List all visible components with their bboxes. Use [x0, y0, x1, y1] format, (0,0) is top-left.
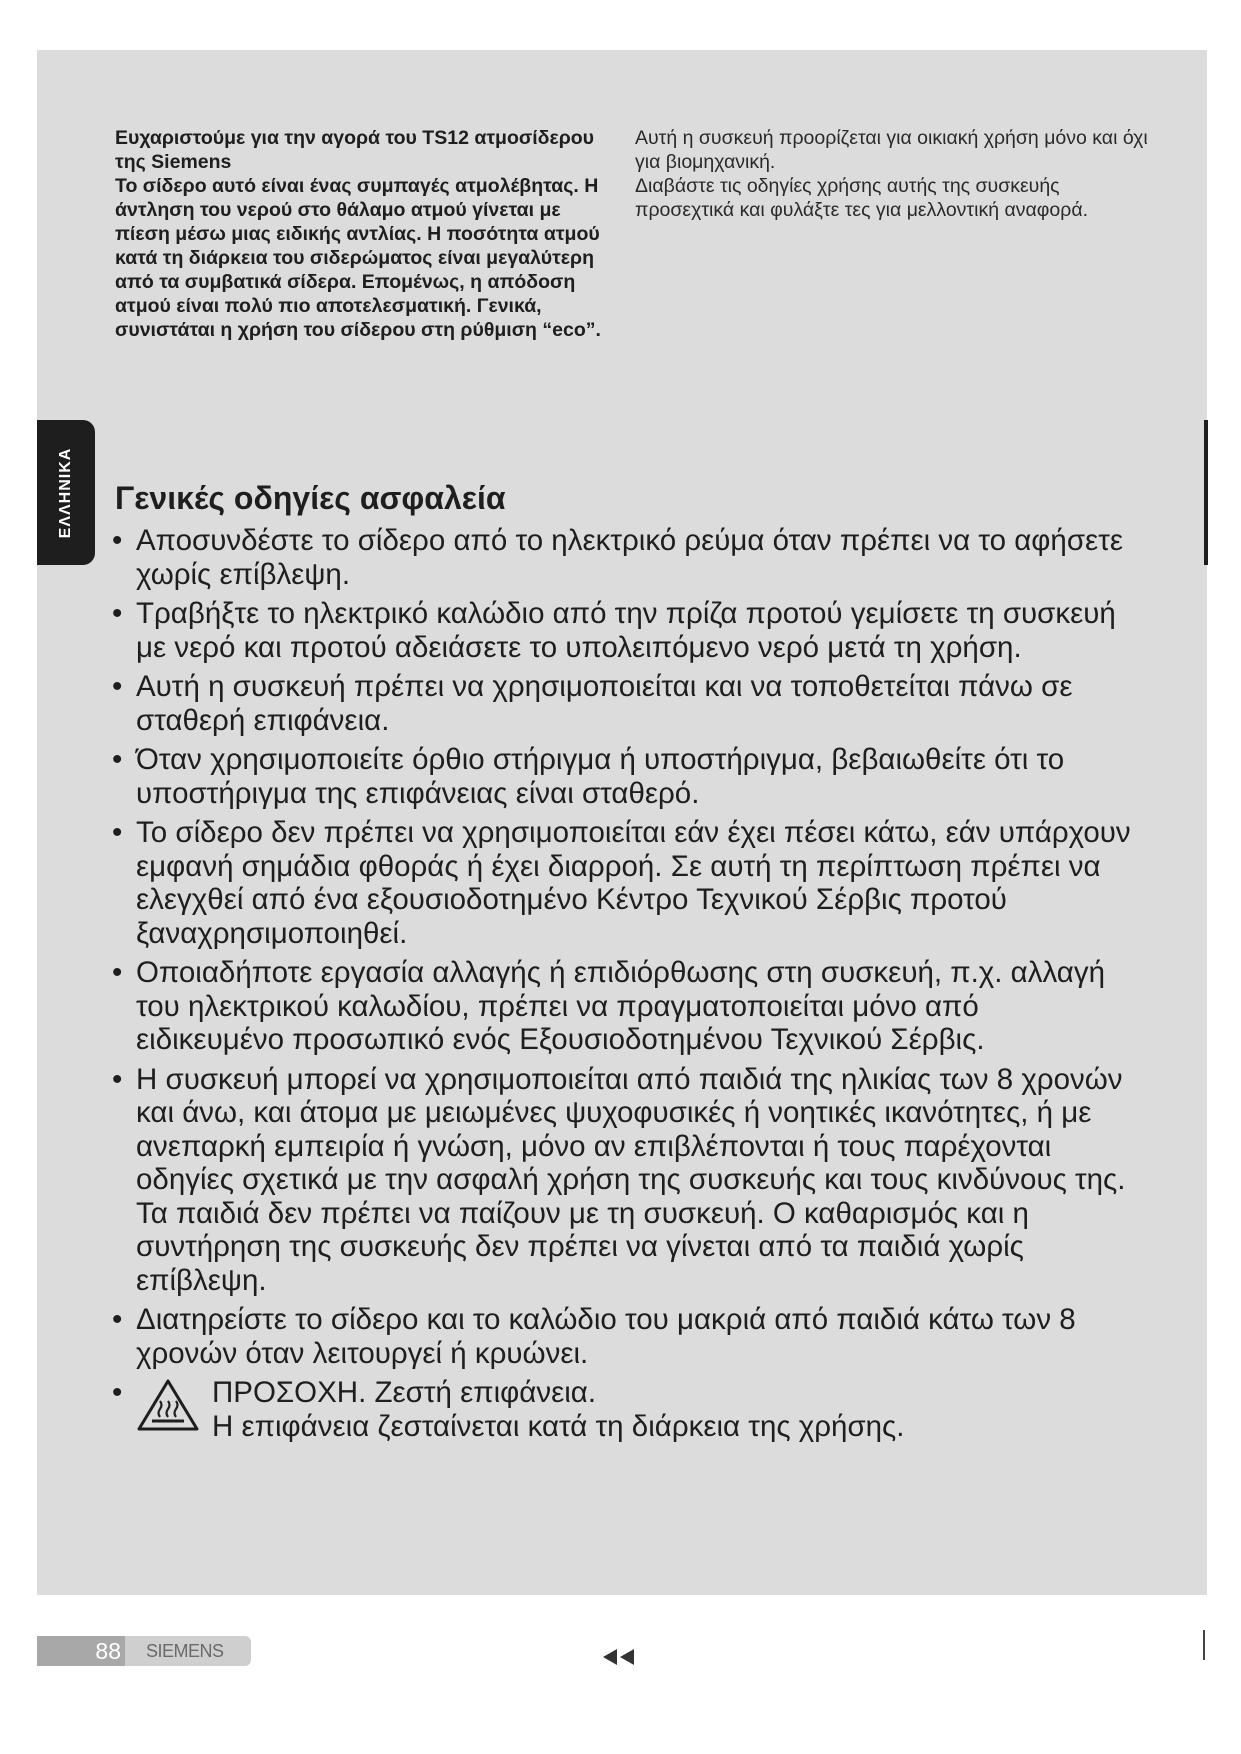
safety-item: • Τραβήξτε το ηλεκτρικό καλώδιο από την πρίζα προτού γεμίσετε τη συσκευή με νερό και προτού αδειάσετε το υπολειπόμενο νερό μετά τη χρήση. [112, 597, 1132, 664]
right-margin-bar [1204, 420, 1208, 565]
intro-read-instructions: Διαβάστε τις οδηγίες χρήσης αυτής της συσκευής προσεχτικά και φυλάξτε τες για μελλοντική αναφορά. [635, 175, 1089, 221]
footer-end-line [1203, 1630, 1205, 1660]
intro-thanks: Ευχαριστούμε για την αγορά του TS12 ατμοσίδερου της Siemens [115, 127, 595, 173]
warning-text-block [212, 1376, 904, 1443]
safety-item: • Διατηρείστε το σίδερο και το καλώδιο του μακριά από παιδιά κάτω των 8 χρονών όταν λειτουργεί ή κρυώνει. [112, 1303, 1132, 1370]
warning-title: • ΠΡΟΣΟΧΗ. Ζεστή επιφάνεια. [212, 1376, 597, 1409]
intro-right-column [635, 126, 1155, 222]
intro-description: Το σίδερο αυτό είναι ένας συμπαγές ατμολέβητας. Η άντληση του νερού στο θάλαμο ατμού γίνεται με πίεση μέσω μιας ειδικής αντλίας. Η ποσότητα ατμού κατά τη διάρκεια του σιδερώματος είναι μεγαλύτερη από τα συμβατικά σίδερα. Επομένως, η απόδοση ατμού είναι πολύ πιο αποτελεσματική. Γενικά, συνιστάται η χρήση του σίδερου στη ρύθμιση “eco”. [115, 175, 601, 341]
safety-item: • Αποσυνδέστε το σίδερο από το ηλεκτρικό ρεύμα όταν πρέπει να το αφήσετε χωρίς επίβλεψη. [112, 524, 1132, 591]
page-number: 88 [95, 1638, 121, 1664]
safety-item: • Όταν χρησιμοποιείτε όρθιο στήριγμα ή υποστήριγμα, βεβαιωθείτε ότι το υποστήριγμα της επιφάνειας είναι σταθερό. [112, 743, 1132, 810]
warning-text: Η επιφάνεια ζεσταίνεται κατά τη διάρκεια της χρήσης. [212, 1409, 905, 1443]
language-tab [37, 420, 95, 565]
safety-warning-item [112, 1376, 1132, 1443]
intro-household-use: Αυτή η συσκευή προορίζεται για οικιακή χρήση μόνο και όχι για βιομηχανική. [635, 127, 1148, 173]
safety-item: • Αυτή η συσκευή πρέπει να χρησιμοποιείται και να τοποθετείται πάνω σε σταθερή επιφάνεια. [112, 670, 1132, 737]
intro-left-column [115, 126, 605, 342]
double-left-arrow-icon[interactable] [603, 1648, 637, 1666]
language-tab-label: ΕΛΛΗΝΙΚΑ [57, 447, 74, 538]
safety-item: • Οποιαδήποτε εργασία αλλαγής ή επιδιόρθωσης στη συσκευή, π.χ. αλλαγή του ηλεκτρικού καλωδίου, πρέπει να πραγματοποιείται μόνο από ειδικευμένο προσωπικό ενός Εξουσιοδοτημένου Τεχνικού Σέρβις. [112, 956, 1132, 1057]
brand-label: SIEMENS [146, 1641, 224, 1661]
safety-list [112, 524, 1132, 1449]
hot-surface-warning-icon [136, 1378, 200, 1432]
safety-heading: Γενικές οδηγίες ασφαλεία [115, 480, 506, 516]
safety-item: • Το σίδερο δεν πρέπει να χρησιμοποιείται εάν έχει πέσει κάτω, εάν υπάρχουν εμφανή σημάδια φθοράς ή έχει διαρροή. Σε αυτή τη περίπτωση πρέπει να ελεγχθεί από ένα εξουσιοδοτημένο Κέντρο Τεχνικού Σέρβις προτού ξαναχρησιμοποιηθεί. [112, 816, 1132, 950]
safety-item: • Η συσκευή μπορεί να χρησιμοποιείται από παιδιά της ηλικίας των 8 χρονών και άνω, και άτομα με μειωμένες ψυχοφυσικές ή νοητικές ικανότητες, ή με ανεπαρκή εμπειρία ή γνώση, μόνο αν επιβλέπονται ή τους παρέχονται οδηγίες σχετικά με την ασφαλή χρήση της συσκευής και τους κινδύνους της. Τα παιδιά δεν πρέπει να παίζουν με τη συσκευή. Ο καθαρισμός και η συντήρηση της συσκευής δεν πρέπει να γίνεται από τα παιδιά χωρίς επίβλεψη. [112, 1063, 1132, 1298]
